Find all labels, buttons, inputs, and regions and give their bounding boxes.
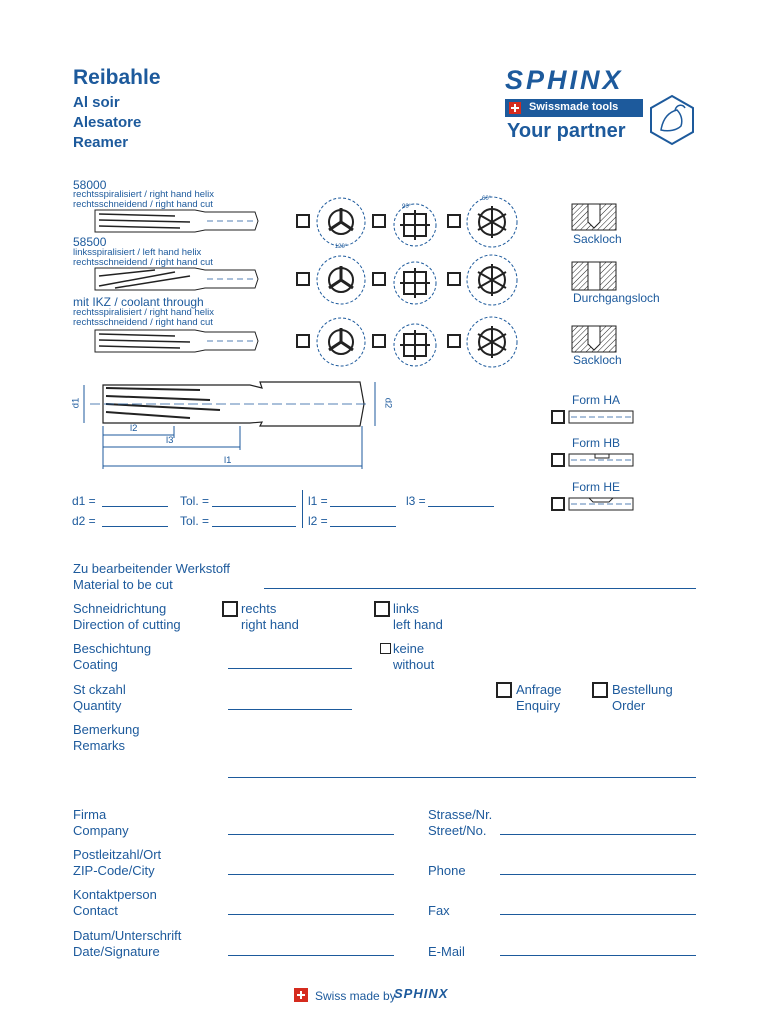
sphinx-crest-icon	[647, 94, 697, 144]
left-hand-label-de: links	[393, 601, 420, 616]
contact-label-en: Contact	[73, 903, 118, 918]
enquiry-label-de: Anfrage	[516, 682, 562, 697]
street-label-de: Strasse/Nr.	[428, 807, 493, 822]
checkbox-form-he[interactable]	[551, 497, 565, 511]
phone-label: Phone	[428, 863, 466, 878]
tol2-field[interactable]	[212, 526, 296, 527]
fax-label: Fax	[428, 903, 450, 918]
no-coating-label-de: keine	[393, 641, 425, 656]
form-he-label: Form HE	[572, 480, 620, 494]
d1-field[interactable]	[102, 506, 168, 507]
section-4flute-icon	[390, 200, 440, 250]
l1-label: l1 =	[308, 494, 328, 508]
angle-label-120: 120°	[334, 244, 348, 250]
tol1-field[interactable]	[212, 506, 296, 507]
material-label-de: Zu bearbeitender Werkstoff	[73, 561, 231, 576]
variant-3-line1: rechtsspiralisiert / right hand helix	[73, 307, 214, 318]
dim-d2: d2	[382, 397, 394, 409]
logo-tagline-bar	[505, 99, 643, 117]
hole-label-through: Durchgangsloch	[573, 291, 660, 305]
company-field[interactable]	[228, 834, 394, 835]
shank-form-hb-icon	[569, 453, 635, 467]
section-6flute-icon	[462, 312, 522, 372]
section-6flute-icon	[462, 192, 522, 252]
shank-form-ha-icon	[569, 410, 635, 424]
through-hole-icon	[572, 262, 616, 290]
l2-field[interactable]	[330, 526, 396, 527]
coating-label-de: Beschichtung	[73, 641, 152, 656]
checkbox-no-coating[interactable]	[380, 643, 391, 654]
tol1-label: Tol. =	[180, 494, 210, 508]
form-ha-label: Form HA	[572, 393, 620, 407]
hole-label-blind: Sackloch	[573, 232, 622, 246]
checkbox-form-hb[interactable]	[551, 453, 565, 467]
zip-label-de: Postleitzahl/Ort	[73, 847, 162, 862]
date-label-en: Date/Signature	[73, 944, 160, 959]
contact-field[interactable]	[228, 914, 394, 915]
swiss-cross-icon	[294, 988, 308, 1002]
checkbox-left-hand[interactable]	[374, 601, 390, 617]
blind-hole-icon	[572, 326, 616, 352]
l3-field[interactable]	[428, 506, 494, 507]
coating-label-en: Coating	[73, 657, 118, 672]
l2-label: l2 =	[308, 514, 328, 528]
checkbox-58500-3flute[interactable]	[296, 272, 310, 286]
cutting-label-en: Direction of cutting	[73, 617, 181, 632]
section-3flute-icon	[313, 252, 369, 308]
subtitle-fr: Al soir	[73, 94, 120, 111]
order-label-de: Bestellung	[612, 682, 673, 697]
footer-brand: SPHINX	[394, 986, 449, 1001]
left-hand-label-en: left hand	[393, 617, 443, 632]
checkbox-ikz-3flute[interactable]	[296, 334, 310, 348]
logo-brand: SPHINX	[505, 65, 624, 95]
remarks-field[interactable]	[228, 777, 696, 778]
variant-2-code: 58500	[73, 235, 107, 249]
page-title: Reibahle	[73, 66, 161, 89]
checkbox-58500-4flute[interactable]	[372, 272, 386, 286]
phone-field[interactable]	[500, 874, 696, 875]
dim-d1: d1	[70, 397, 82, 409]
logo-slogan: Your partner	[507, 120, 626, 142]
zip-label-en: ZIP-Code/City	[73, 863, 155, 878]
reamer-58500-icon	[95, 266, 265, 292]
fax-field[interactable]	[500, 914, 696, 915]
sphinx-logo	[505, 65, 697, 142]
section-6flute-icon	[462, 250, 522, 310]
checkbox-order[interactable]	[592, 682, 608, 698]
checkbox-58000-4flute[interactable]	[372, 214, 386, 228]
coating-field[interactable]	[228, 668, 352, 669]
checkbox-right-hand[interactable]	[222, 601, 238, 617]
section-3flute-icon	[313, 314, 369, 370]
subtitle-it: Alesatore	[73, 114, 142, 131]
remarks-label-de: Bemerkung	[73, 722, 140, 737]
zip-field[interactable]	[228, 874, 394, 875]
shank-form-he-icon	[569, 497, 635, 511]
variant-1-code: 58000	[73, 178, 107, 192]
contact-label-de: Kontaktperson	[73, 887, 157, 902]
order-label-en: Order	[612, 698, 646, 713]
dim-l1: l1	[224, 455, 232, 466]
checkbox-ikz-6flute[interactable]	[447, 334, 461, 348]
quantity-label-en: Quantity	[73, 698, 122, 713]
enquiry-label-en: Enquiry	[516, 698, 561, 713]
quantity-label-de: St ckzahl	[73, 682, 126, 697]
cutting-label-de: Schneidrichtung	[73, 601, 167, 616]
company-label-de: Firma	[73, 807, 107, 822]
street-field[interactable]	[500, 834, 696, 835]
form-hb-label: Form HB	[572, 436, 620, 450]
material-field[interactable]	[264, 588, 696, 589]
company-label-en: Company	[73, 823, 129, 838]
tol2-label: Tol. =	[180, 514, 210, 528]
reamer-ikz-icon	[95, 328, 265, 354]
right-hand-label-en: right hand	[241, 617, 299, 632]
checkbox-58000-6flute[interactable]	[447, 214, 461, 228]
remarks-label-en: Remarks	[73, 738, 126, 753]
date-signature-field[interactable]	[228, 955, 394, 956]
right-hand-label-de: rechts	[241, 601, 277, 616]
dim-l3: l3	[166, 435, 174, 446]
variant-3-line2: rechtsschneidend / right hand cut	[73, 317, 213, 328]
footer-text: Swiss made by	[315, 989, 396, 1003]
section-4flute-icon	[390, 320, 440, 370]
variant-2-line2: rechtsschneidend / right hand cut	[73, 257, 213, 268]
angle-label-60: 60°	[482, 196, 492, 202]
d2-label: d2 =	[72, 514, 96, 528]
checkbox-58500-6flute[interactable]	[447, 272, 461, 286]
no-coating-label-en: without	[393, 657, 435, 672]
variant-1-line1: rechtsspiralisiert / right hand helix	[73, 189, 214, 200]
subtitle-en: Reamer	[73, 134, 129, 151]
field-divider	[302, 490, 303, 528]
l1-field[interactable]	[330, 506, 396, 507]
variant-2-line1: linksspiralisiert / left hand helix	[73, 247, 202, 258]
section-3flute-icon	[313, 194, 369, 250]
angle-label-90: 90°	[402, 204, 412, 210]
d1-label: d1 =	[72, 494, 96, 508]
checkbox-enquiry[interactable]	[496, 682, 512, 698]
email-label: E-Mail	[428, 944, 465, 959]
blind-hole-icon	[572, 204, 616, 230]
quantity-field[interactable]	[228, 709, 352, 710]
reamer-58000-icon	[95, 208, 265, 234]
date-label-de: Datum/Unterschrift	[73, 928, 182, 943]
checkbox-58000-3flute[interactable]	[296, 214, 310, 228]
street-label-en: Street/No.	[428, 823, 487, 838]
logo-tagline: Swissmade tools	[529, 101, 619, 113]
material-label-en: Material to be cut	[73, 577, 173, 592]
variant-3-code: mit IKZ / coolant through	[73, 295, 204, 309]
section-4flute-icon	[390, 258, 440, 308]
email-field[interactable]	[500, 955, 696, 956]
dim-l2: l2	[130, 423, 138, 434]
checkbox-ikz-4flute[interactable]	[372, 334, 386, 348]
hole-label-blind-2: Sackloch	[573, 353, 622, 367]
l3-label: l3 =	[406, 494, 426, 508]
variant-1-line2: rechtsschneidend / right hand cut	[73, 199, 213, 210]
checkbox-form-ha[interactable]	[551, 410, 565, 424]
d2-field[interactable]	[102, 526, 168, 527]
swiss-cross-icon	[509, 102, 521, 114]
